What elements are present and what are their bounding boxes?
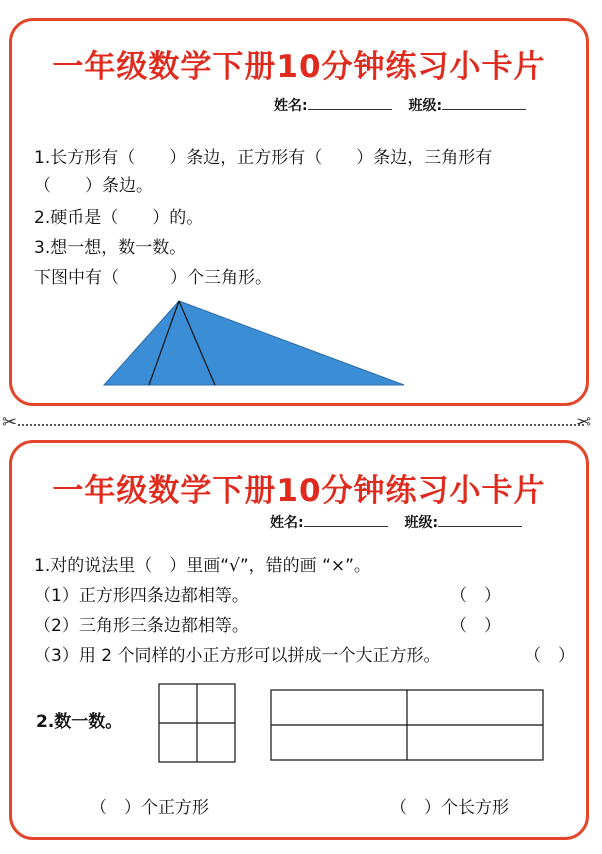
class-label: 班级:	[408, 98, 443, 114]
statement-2: （2）三角形三条边都相等。	[34, 616, 249, 636]
question-1-line-2: （ ）条边。	[34, 176, 153, 196]
student-info	[270, 512, 534, 532]
statement-2-blank[interactable]: （ ）	[450, 616, 501, 636]
square-grid-figure	[158, 683, 238, 765]
exercise-card-1	[9, 18, 589, 406]
name-label: 姓名:	[274, 98, 308, 114]
count-square-answer[interactable]: （ ）个正方形	[90, 798, 209, 818]
rectangle-grid-figure	[270, 689, 546, 763]
question-1: 1.对的说法里（ ）里画“√”，错的画 “×”。	[34, 556, 371, 576]
scissors-icon: ✂	[576, 412, 592, 433]
class-field[interactable]	[442, 97, 526, 110]
student-info	[274, 95, 538, 115]
name-field[interactable]	[308, 97, 392, 110]
card-title: 一年级数学下册10分钟练习小卡片	[52, 473, 546, 509]
triangle-figure	[97, 293, 417, 393]
question-1-line-1: 1.长方形有（ ）条边，正方形有（ ）条边，三角形有	[34, 148, 493, 168]
question-3-prompt: 下图中有（ ）个三角形。	[34, 268, 272, 288]
count-rect-answer[interactable]: （ ）个长方形	[390, 798, 509, 818]
card-title: 一年级数学下册10分钟练习小卡片	[52, 49, 546, 85]
name-label: 姓名:	[270, 515, 304, 531]
statement-3-blank[interactable]: （ ）	[524, 646, 575, 666]
statement-3: （3）用 2 个同样的小正方形可以拼成一个大正方形。	[34, 646, 441, 666]
name-field[interactable]	[304, 514, 388, 527]
question-2: 2.数一数。	[36, 712, 123, 732]
exercise-card-2	[9, 440, 589, 840]
outer-triangle	[104, 301, 404, 385]
statement-1-blank[interactable]: （ ）	[450, 586, 501, 606]
cut-line	[18, 424, 584, 426]
class-label: 班级:	[404, 515, 439, 531]
question-3: 3.想一想，数一数。	[34, 238, 187, 258]
scissors-icon: ✂	[2, 412, 18, 433]
statement-1: （1）正方形四条边都相等。	[34, 586, 249, 606]
class-field[interactable]	[438, 514, 522, 527]
question-2: 2.硬币是（ ）的。	[34, 208, 204, 228]
